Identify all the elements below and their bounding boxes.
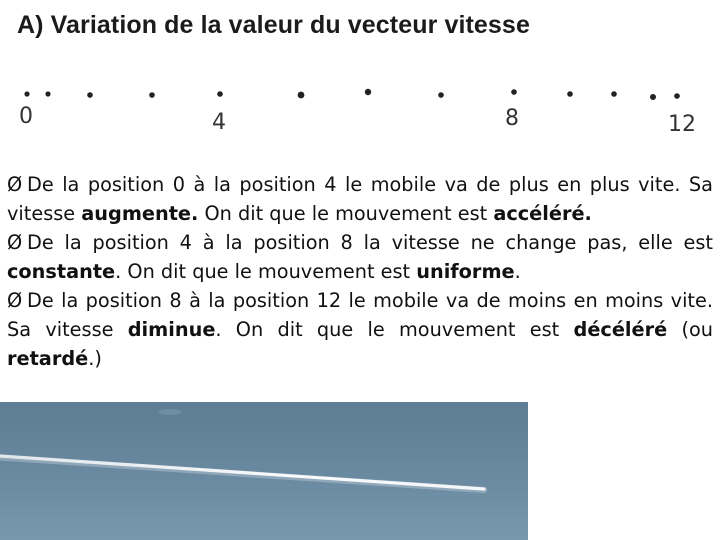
position-label-8: 8 — [505, 106, 519, 131]
text-emphasis: augmente. — [81, 202, 199, 225]
position-dot-6 — [365, 89, 371, 95]
position-dot-9 — [567, 91, 573, 97]
contrail-image — [0, 402, 528, 540]
chronophotography-strip — [0, 70, 720, 140]
bullet-arrow-icon: Ø — [7, 231, 23, 254]
position-dot-0 — [24, 91, 29, 96]
text-segment: De la position 4 à la position 8 la vitesse ne change pas, elle est — [27, 231, 713, 254]
position-dot-11 — [650, 94, 656, 100]
text-emphasis: retardé — [7, 347, 89, 370]
text-segment: De la position 0 à la position 4 le mobile va de plus en plus vite. Sa vitesse — [7, 173, 713, 225]
paragraph-decelerated — [7, 286, 713, 373]
bullet-arrow-icon: Ø — [7, 173, 23, 196]
position-dot-12 — [674, 93, 680, 99]
text-segment: . On dit que le mouvement est — [115, 260, 417, 283]
position-dot-8 — [511, 89, 517, 95]
paragraph-uniform — [7, 228, 713, 286]
position-dot-7 — [438, 92, 444, 98]
text-segment: (ou — [667, 318, 713, 341]
text-segment: . — [514, 260, 521, 283]
contrail-photo — [0, 402, 528, 540]
explanation-text — [7, 170, 713, 373]
position-label-4: 4 — [212, 110, 226, 135]
position-dot-1 — [45, 91, 50, 96]
text-emphasis: accéléré. — [493, 202, 592, 225]
text-segment: . On dit que le mouvement est — [215, 318, 574, 341]
position-dot-5 — [298, 92, 305, 99]
position-dot-3 — [149, 92, 155, 98]
position-label-0: 0 — [19, 104, 33, 129]
text-emphasis: diminue — [127, 318, 216, 341]
text-segment: On dit que le mouvement est — [198, 202, 494, 225]
text-segment: .) — [88, 347, 102, 370]
text-segment: De la position 8 à la position 12 le mobile va de moins en moins vite. Sa vitesse — [7, 289, 713, 341]
paragraph-accelerated — [7, 170, 713, 228]
position-dot-10 — [611, 91, 617, 97]
bullet-arrow-icon: Ø — [7, 289, 23, 312]
text-emphasis: uniforme — [416, 260, 515, 283]
slide-title: A) Variation de la valeur du vecteur vitesse — [17, 11, 530, 39]
position-label-12: 12 — [668, 112, 696, 137]
position-dot-4 — [217, 91, 223, 97]
position-dots — [0, 70, 720, 140]
text-emphasis: décéléré — [573, 318, 668, 341]
position-dot-2 — [87, 92, 93, 98]
text-emphasis: constante — [7, 260, 116, 283]
